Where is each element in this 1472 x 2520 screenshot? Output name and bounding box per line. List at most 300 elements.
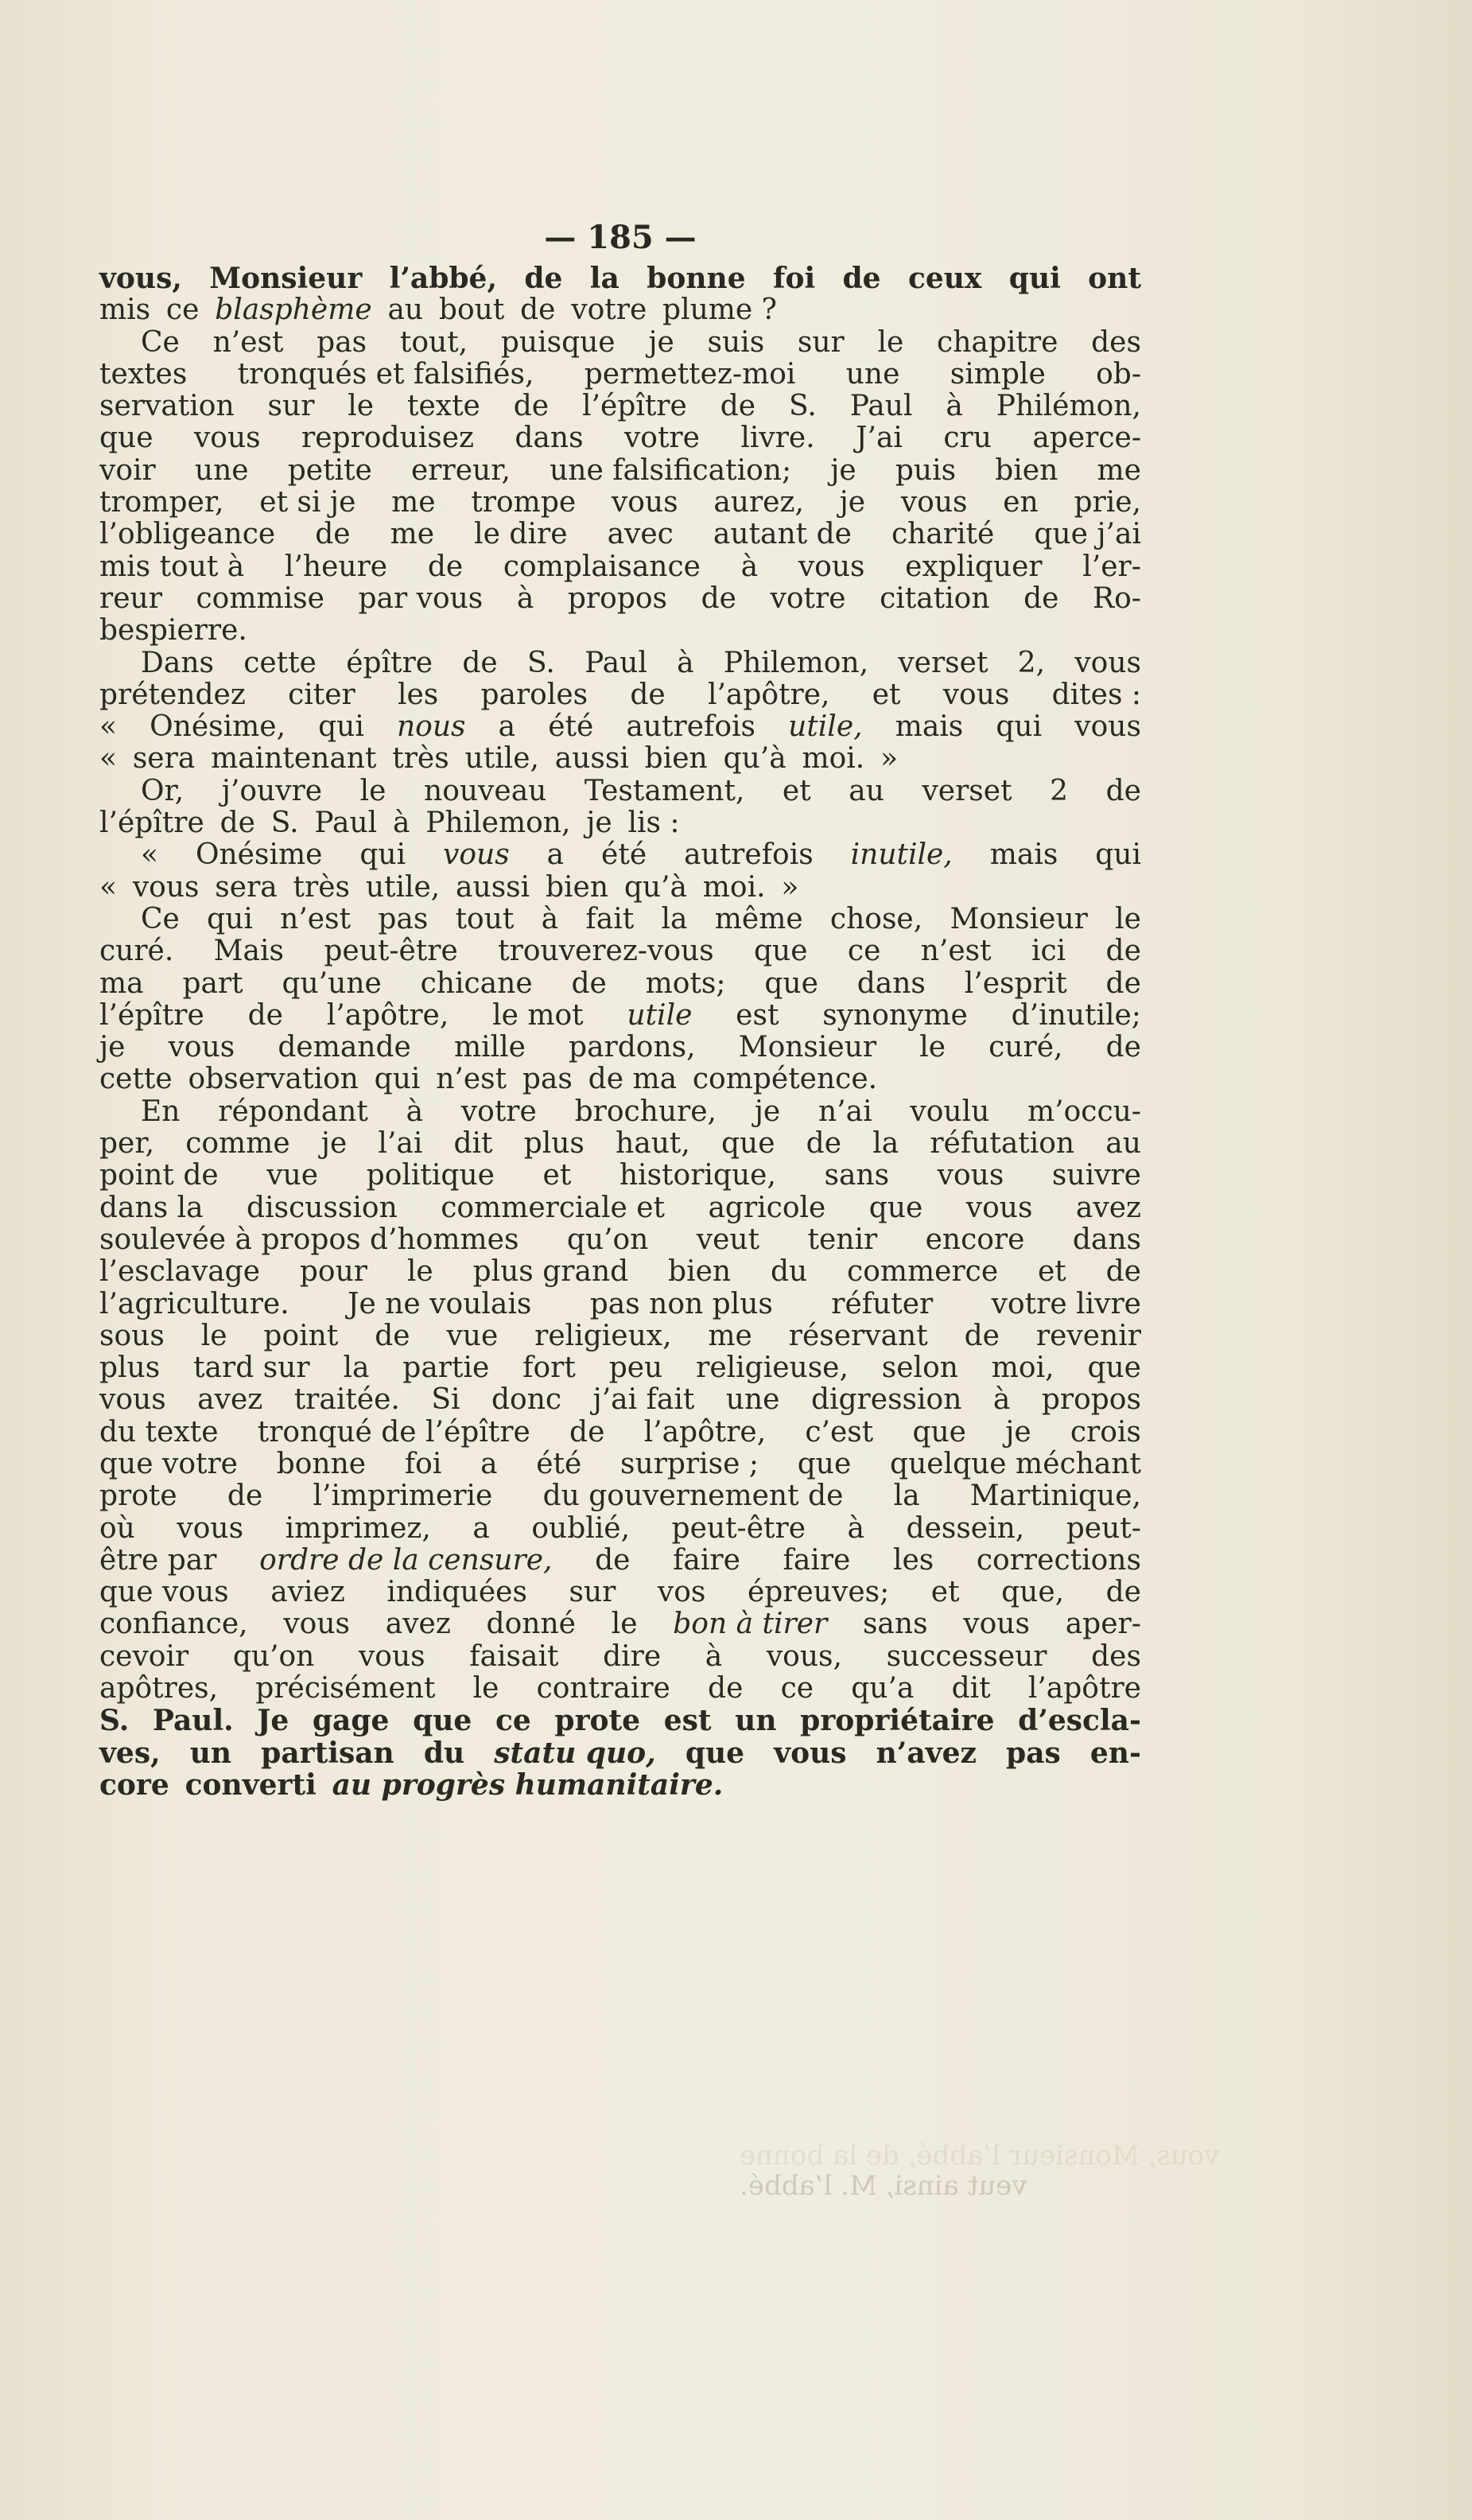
word: paroles xyxy=(480,678,588,711)
word: dessein, xyxy=(906,1511,1025,1545)
word: utile, xyxy=(365,870,441,904)
word: la xyxy=(589,262,619,295)
word: de xyxy=(701,581,736,615)
word: gage xyxy=(312,1704,390,1738)
word: et xyxy=(1038,1255,1066,1289)
text-line xyxy=(99,1449,1141,1480)
word: de xyxy=(1105,1255,1141,1289)
word: bon à tirer xyxy=(673,1608,828,1641)
word: réfuter xyxy=(831,1287,934,1320)
word: citer xyxy=(288,678,355,711)
word: les xyxy=(397,678,439,711)
word: Ro- xyxy=(1093,581,1141,615)
word: permettez-moi xyxy=(584,357,796,391)
text-line xyxy=(99,776,1141,807)
word: tromper, xyxy=(99,486,224,519)
word: que xyxy=(99,422,153,455)
word: que xyxy=(868,1191,923,1224)
word: verset xyxy=(898,646,988,679)
text-line xyxy=(99,1577,1141,1608)
word: part xyxy=(182,966,243,1000)
word: selon xyxy=(881,1351,958,1385)
word: été xyxy=(601,838,647,872)
word: je xyxy=(586,807,612,840)
text-line xyxy=(99,359,1141,391)
word: avez xyxy=(1075,1191,1141,1224)
word: suivre xyxy=(1051,1159,1141,1192)
word: « xyxy=(141,838,159,872)
word: digression xyxy=(810,1383,962,1417)
word: je xyxy=(1005,1415,1031,1449)
word: je xyxy=(99,1031,126,1064)
word: me xyxy=(1097,453,1141,487)
word: le xyxy=(200,1319,227,1352)
word: curé, xyxy=(988,1031,1063,1064)
word: quelque méchant xyxy=(890,1447,1141,1480)
word: vous, xyxy=(99,262,182,295)
word: peu xyxy=(608,1351,663,1385)
word: qui xyxy=(359,838,406,872)
word: simple xyxy=(950,357,1046,391)
word: veut xyxy=(696,1223,760,1256)
word: pas xyxy=(317,325,367,359)
word: n’est xyxy=(280,902,351,935)
word: core xyxy=(99,1768,169,1802)
text-line xyxy=(99,1641,1141,1673)
word: prote xyxy=(554,1704,641,1738)
word: de xyxy=(520,294,556,327)
word: » xyxy=(781,870,799,904)
text-line xyxy=(99,455,1141,487)
word: et xyxy=(542,1159,572,1192)
word: trouverez-vous xyxy=(498,935,714,968)
word: vue xyxy=(266,1159,319,1192)
word: le mot xyxy=(492,998,584,1032)
word: de xyxy=(1023,581,1059,615)
text-line xyxy=(99,1480,1141,1512)
word: tout xyxy=(455,902,515,935)
word: puis xyxy=(895,453,957,487)
word: tout, xyxy=(399,325,468,359)
word: vous xyxy=(283,1608,350,1641)
word: texte xyxy=(407,390,480,423)
word: commerciale et xyxy=(441,1191,665,1224)
word: mis tout à xyxy=(99,550,245,583)
word: qui xyxy=(996,710,1043,744)
word: votre xyxy=(571,294,647,327)
word: Testament, xyxy=(584,774,745,807)
word: qui xyxy=(318,710,364,744)
word: de xyxy=(1105,1031,1141,1064)
word: l’épître xyxy=(582,390,687,423)
bleed-through-text: vous, Monsieur l’abbé, de la bonne xyxy=(740,2140,1220,2172)
word: une xyxy=(194,453,249,487)
word: qu’à xyxy=(723,742,786,776)
word: que xyxy=(912,1415,966,1449)
word: erreur, xyxy=(411,453,511,487)
text-line xyxy=(99,1705,1141,1736)
word: qu’une xyxy=(282,966,382,1000)
word: Monsieur xyxy=(950,902,1088,935)
word: que xyxy=(685,1736,745,1770)
word: du texte xyxy=(99,1415,219,1449)
word: du xyxy=(770,1255,808,1289)
word: S. xyxy=(526,646,555,679)
word: l’esclavage xyxy=(99,1255,261,1289)
word: où xyxy=(99,1511,135,1545)
word: l’agriculture. xyxy=(99,1287,289,1320)
word: à xyxy=(541,902,559,935)
word: faire xyxy=(783,1543,851,1577)
word: la xyxy=(343,1351,370,1385)
word: charité xyxy=(891,518,995,551)
word: verset xyxy=(922,774,1012,807)
word: 2 xyxy=(1050,774,1069,807)
word: aussi xyxy=(554,742,629,776)
word: n’ai xyxy=(818,1095,872,1128)
word: chapitre xyxy=(937,325,1058,359)
word: nouveau xyxy=(424,774,547,807)
word: pardons, xyxy=(569,1031,696,1064)
word: point de xyxy=(99,1159,219,1192)
text-line xyxy=(99,422,1141,454)
word: religieux, xyxy=(534,1319,672,1352)
text-line xyxy=(99,615,1141,647)
text-line xyxy=(99,1289,1141,1320)
word: inutile, xyxy=(850,838,953,872)
word: pas xyxy=(378,902,429,935)
word: confiance, xyxy=(99,1608,248,1641)
word: c’est xyxy=(805,1415,874,1449)
word: vue xyxy=(446,1319,499,1352)
word: revenir xyxy=(1035,1319,1141,1352)
word: autrefois xyxy=(684,838,814,872)
word: vous xyxy=(443,838,510,872)
word: fait xyxy=(585,902,635,935)
word: de xyxy=(315,518,351,551)
word: moi. xyxy=(702,870,766,904)
word: ce xyxy=(780,1672,814,1705)
text-line xyxy=(99,1128,1141,1160)
text-line xyxy=(99,839,1141,871)
word: soulevée à propos d’hommes xyxy=(99,1223,519,1256)
word: cette xyxy=(99,1063,173,1096)
word: d’inutile; xyxy=(1011,998,1141,1032)
word: discussion xyxy=(247,1191,398,1224)
word: à xyxy=(740,550,759,583)
word: mis xyxy=(99,294,151,327)
word: Ce xyxy=(141,902,180,935)
word: lis : xyxy=(627,807,680,840)
text-line xyxy=(99,519,1141,550)
word: à xyxy=(677,646,694,679)
word: ce xyxy=(847,935,881,968)
text-line xyxy=(99,1256,1141,1288)
word: servation xyxy=(99,390,235,423)
word: fort xyxy=(522,1351,576,1385)
bleed-through-text: veut ainsi, M. l’abbé. xyxy=(740,2170,1027,2202)
word: bonne xyxy=(276,1447,367,1480)
text-line xyxy=(99,1673,1141,1705)
word: ceux xyxy=(907,262,982,295)
word: donné xyxy=(486,1608,576,1641)
word: religieuse, xyxy=(696,1351,849,1385)
word: de xyxy=(630,678,666,711)
word: avez xyxy=(385,1608,451,1641)
word: a xyxy=(480,1447,498,1480)
word: dans xyxy=(1072,1223,1141,1256)
word: mots; xyxy=(645,966,726,1000)
word: et si je xyxy=(259,486,356,519)
word: J’ai xyxy=(856,422,903,455)
word: la xyxy=(872,1127,899,1161)
word: prétendez xyxy=(99,678,246,711)
word: dit xyxy=(453,1127,493,1161)
word: le xyxy=(472,1672,499,1705)
word: surprise ; xyxy=(620,1447,759,1480)
word: à xyxy=(847,1511,864,1545)
word: « xyxy=(99,742,118,776)
text-line xyxy=(99,583,1141,615)
word: chicane xyxy=(420,966,533,1000)
word: puisque xyxy=(500,325,616,359)
word: foi xyxy=(404,1447,442,1480)
word: le xyxy=(877,325,904,359)
word: avez xyxy=(197,1383,263,1417)
word: bien xyxy=(668,1255,732,1289)
word: vous xyxy=(900,486,968,519)
word: que vous xyxy=(99,1576,229,1609)
word: a xyxy=(546,838,565,872)
word: commise xyxy=(196,581,324,615)
word: qui xyxy=(1008,262,1061,295)
word: vous xyxy=(177,1511,244,1545)
word: je xyxy=(754,1095,781,1128)
word: que xyxy=(754,935,808,968)
word: corrections xyxy=(976,1543,1141,1577)
word: l’imprimerie xyxy=(313,1480,493,1513)
word: sur xyxy=(569,1576,616,1609)
word: que, xyxy=(1001,1576,1065,1609)
word: traitée. xyxy=(293,1383,400,1417)
word: de xyxy=(427,550,464,583)
word: la xyxy=(661,902,688,935)
word: me xyxy=(708,1319,752,1352)
text-line xyxy=(99,1737,1141,1769)
word: vous xyxy=(168,1031,235,1064)
word: S. xyxy=(99,1704,130,1738)
word: des xyxy=(1091,1639,1141,1673)
word: partisan xyxy=(261,1736,394,1770)
word: votre livre xyxy=(991,1287,1141,1320)
word: a xyxy=(472,1511,490,1545)
word: compétence. xyxy=(692,1063,878,1096)
word: » xyxy=(880,742,899,776)
word: petite xyxy=(287,453,372,487)
word: a xyxy=(498,710,516,744)
word: trompe xyxy=(471,486,577,519)
word: qui xyxy=(374,1063,421,1096)
word: sur xyxy=(797,325,845,359)
word: point xyxy=(263,1319,339,1352)
text-line xyxy=(99,262,1141,294)
word: prote xyxy=(99,1480,177,1513)
word: mais xyxy=(989,838,1058,872)
word: aurez, xyxy=(713,486,804,519)
word: l’abbé, xyxy=(389,262,497,295)
word: votre xyxy=(460,1095,537,1128)
text-line xyxy=(99,872,1141,904)
word: oublié, xyxy=(531,1511,631,1545)
word: nous xyxy=(397,710,466,744)
word: textes xyxy=(99,357,188,391)
word: de xyxy=(720,390,756,423)
text-line xyxy=(99,1032,1141,1064)
word: autrefois xyxy=(626,710,756,744)
word: à xyxy=(946,390,963,423)
word: du gouvernement de xyxy=(542,1480,844,1513)
word: pas xyxy=(522,1063,573,1096)
word: Or, xyxy=(141,774,184,807)
word: de xyxy=(1105,935,1141,968)
word: l’apôtre, xyxy=(707,678,830,711)
word: observation xyxy=(188,1063,359,1096)
word: l’épître xyxy=(99,998,204,1032)
word: que j’ai xyxy=(1034,518,1141,551)
word: de xyxy=(227,1480,263,1513)
word: Je ne voulais xyxy=(348,1287,532,1320)
word: le dire xyxy=(474,518,568,551)
word: sera xyxy=(215,870,278,904)
word: mais xyxy=(895,710,964,744)
text-line xyxy=(99,1160,1141,1192)
word: à xyxy=(705,1639,723,1673)
text-line xyxy=(99,1064,1141,1095)
word: à xyxy=(392,807,410,840)
word: que xyxy=(797,1447,852,1480)
word: dites : xyxy=(1051,678,1141,711)
word: à xyxy=(406,1095,424,1128)
text-line xyxy=(99,327,1141,359)
word: l’obligeance xyxy=(99,518,276,551)
word: les xyxy=(892,1543,934,1577)
word: bien xyxy=(995,453,1058,487)
word: brochure, xyxy=(574,1095,717,1128)
word: utile xyxy=(627,998,693,1032)
word: S. xyxy=(270,807,299,840)
word: suis xyxy=(707,325,765,359)
word: bespierre. xyxy=(99,614,247,648)
word: de xyxy=(708,1672,744,1705)
word: de xyxy=(842,262,881,295)
word: pas xyxy=(1006,1736,1061,1770)
word: peut- xyxy=(1066,1511,1141,1545)
word: Paul xyxy=(314,807,378,840)
word: utile, xyxy=(788,710,863,744)
word: imprimez, xyxy=(285,1511,431,1545)
text-line xyxy=(99,1192,1141,1224)
word: Martinique, xyxy=(969,1480,1141,1513)
word: l’er- xyxy=(1082,550,1141,583)
page-number: — 185 — xyxy=(544,219,697,256)
word: cette xyxy=(243,646,317,679)
word: « xyxy=(99,710,118,744)
word: vous xyxy=(132,870,200,904)
word: aper- xyxy=(1065,1608,1141,1641)
word: moi. xyxy=(802,742,865,776)
word: tronqué de l’épître xyxy=(257,1415,530,1449)
word: ves, xyxy=(99,1736,161,1770)
word: sur xyxy=(267,390,315,423)
word: ici xyxy=(1031,935,1066,968)
word: Philemon, xyxy=(425,807,571,840)
word: la xyxy=(893,1480,920,1513)
word: vous xyxy=(99,1383,166,1417)
word: statu quo, xyxy=(494,1736,656,1770)
word: qui xyxy=(1095,838,1141,872)
word: n’est xyxy=(920,935,992,968)
word: successeur xyxy=(886,1639,1047,1673)
word: je xyxy=(320,1127,348,1161)
word: moi, xyxy=(991,1351,1054,1385)
text-lines xyxy=(99,262,1141,1801)
word: faire xyxy=(673,1543,740,1577)
word: dit xyxy=(951,1672,991,1705)
word: qu’on xyxy=(232,1639,315,1673)
word: que votre xyxy=(99,1447,238,1480)
word: de ma xyxy=(588,1063,678,1096)
word: au xyxy=(387,294,424,327)
word: synonyme xyxy=(822,998,968,1032)
word: apôtres, xyxy=(99,1672,219,1705)
page-body xyxy=(99,213,1141,1801)
word: demande xyxy=(278,1031,411,1064)
text-line xyxy=(99,679,1141,711)
word: réfutation xyxy=(930,1127,1075,1161)
word: qu’à xyxy=(623,870,687,904)
word: de xyxy=(806,1127,842,1161)
word: le xyxy=(919,1031,946,1064)
word: « xyxy=(99,870,118,904)
word: que xyxy=(413,1704,472,1738)
word: Onésime, xyxy=(150,710,286,744)
word: En xyxy=(141,1095,181,1128)
word: tenir xyxy=(807,1223,878,1256)
word: dans la xyxy=(99,1191,204,1224)
word: un xyxy=(189,1736,232,1770)
word: livre. xyxy=(740,422,815,455)
word: vous xyxy=(965,1191,1033,1224)
word: Paul xyxy=(849,390,913,423)
word: à xyxy=(516,581,534,615)
word: de xyxy=(1105,774,1141,807)
word: faisait xyxy=(469,1639,559,1673)
word: répondant xyxy=(218,1095,368,1128)
word: vous xyxy=(1074,646,1141,679)
word: épreuves; xyxy=(747,1576,890,1609)
word: pour xyxy=(299,1255,368,1289)
word: curé. xyxy=(99,935,174,968)
word: encore xyxy=(925,1223,1025,1256)
word: vous xyxy=(798,550,865,583)
word: le xyxy=(611,1608,638,1641)
word: au xyxy=(849,774,884,807)
word: voir xyxy=(99,453,156,487)
word: foi xyxy=(772,262,816,295)
word: été xyxy=(548,710,594,744)
text-line xyxy=(99,1769,1141,1801)
text-line xyxy=(99,1417,1141,1449)
